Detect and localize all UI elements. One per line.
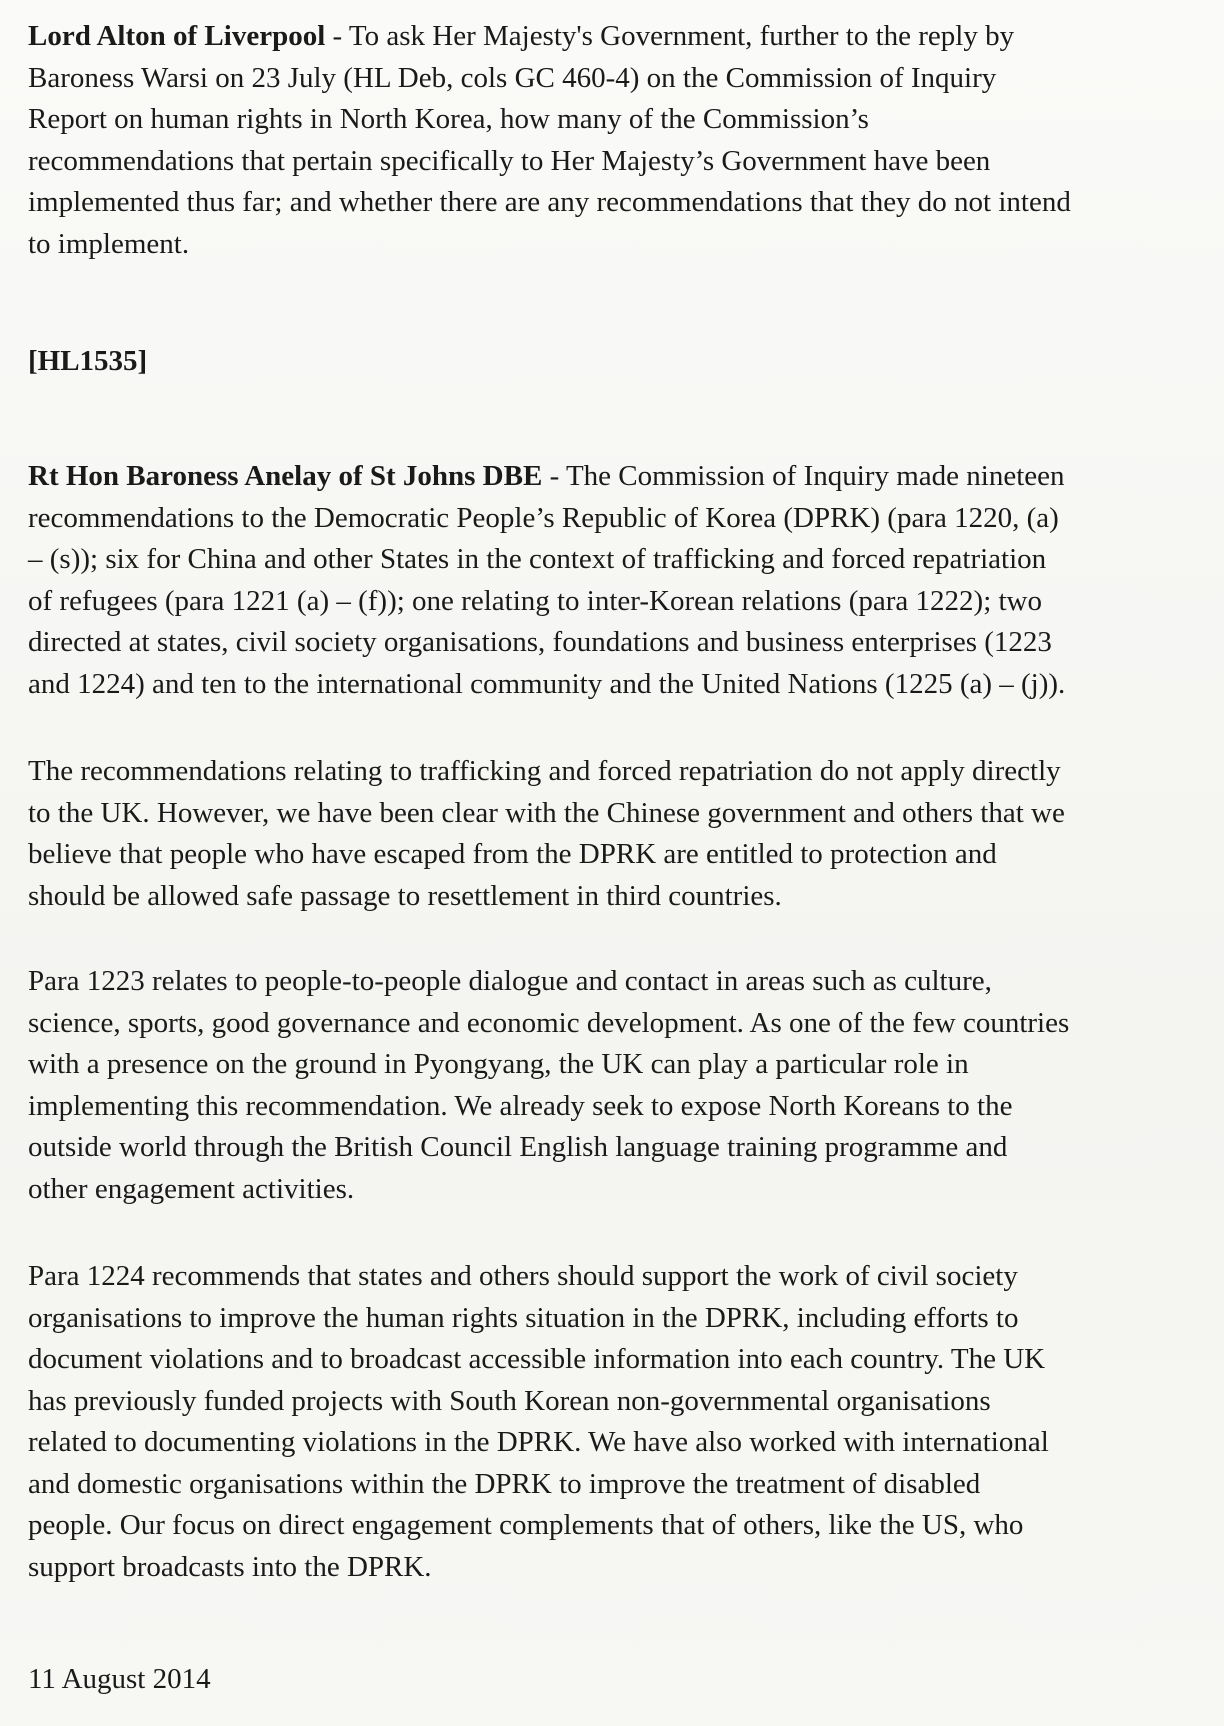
question-line [28,16,1218,58]
question-reference [28,341,1218,383]
question-separator: - [325,20,349,52]
question-line: implemented thus far; and whether there are any recommendations that they do not intend [28,186,1071,218]
question-speaker: Lord Alton of Liverpool [28,20,326,52]
answer-paragraph-1 [28,456,1218,705]
question-line: Report on human rights in North Korea, how many of the Commission’s [28,103,869,135]
answer-line: other engagement activities. [28,1172,355,1205]
answer-paragraph-3 [28,961,1218,1210]
question-paragraph [28,16,1218,265]
answer-line: science, sports, good governance and economic development. As one of the few countries [28,1006,1070,1039]
answer-line: organisations to improve the human rights situation in the DPRK, including efforts to [28,1301,1019,1334]
answer-line: The recommendations relating to trafficking and forced repatriation do not apply directly [28,755,1061,787]
question-line: Baroness Warsi on 23 July (HL Deb, cols GC 460-4) on the Commission of Inquiry [28,61,997,94]
answer-line: – (s)); six for China and other States in the context of trafficking and forced repatriation [28,543,1047,575]
answer-line: has previously funded projects with South Korean non-governmental organisations [28,1384,991,1417]
answer-line: believe that people who have escaped from the DPRK are entitled to protection and [28,838,997,870]
question-text: To ask Her Majesty's Government, further to the reply by [348,20,1015,52]
answer-line: outside world through the British Council English language training programme and [28,1131,1008,1163]
answer-line: document violations and to broadcast accessible information into each country. The UK [28,1343,1046,1375]
answer-line: with a presence on the ground in Pyongyang, the UK can play a particular role in [28,1048,969,1080]
answer-line: implementing this recommendation. We already seek to expose North Koreans to the [28,1089,1013,1122]
answer-line: support broadcasts into the DPRK. [28,1550,432,1583]
answer-paragraph-2 [28,751,1218,917]
answer-line: of refugees (para 1221 (a) – (f)); one relating to inter-Korean relations (para 1222); two [28,584,1042,617]
answer-line: Para 1224 recommends that states and others should support the work of civil society [28,1260,1018,1292]
answer-text: The Commission of Inquiry made nineteen [565,460,1065,492]
answer-line: and 1224) and ten to the international community and the United Nations (1225 (a) – (j)). [28,667,1066,700]
question-line: to implement. [28,227,190,260]
document-date [28,1659,1218,1701]
answer-line: and domestic organisations within the DPRK to improve the treatment of disabled [28,1467,981,1500]
answer-line: related to documenting violations in the DPRK. We have also worked with international [28,1426,1049,1458]
answer-line: directed at states, civil society organisations, foundations and business enterprises (1223 [28,626,1052,658]
answer-line: Para 1223 relates to people-to-people dialogue and contact in areas such as culture, [28,965,992,997]
answer-line: to the UK. However, we have been clear with the Chinese government and others that we [28,796,1065,829]
date-text: 11 August 2014 [28,1663,211,1695]
question-line: recommendations that pertain specifically to Her Majesty’s Government have been [28,144,991,177]
reference-number: [HL1535] [28,345,148,377]
answer-line [28,456,1218,498]
answer-line: people. Our focus on direct engagement complements that of others, like the US, who [28,1509,1024,1541]
answer-separator: - [542,460,566,492]
answer-paragraph-4 [28,1256,1218,1588]
answer-speaker: Rt Hon Baroness Anelay of St Johns DBE [28,460,543,492]
answer-line: recommendations to the Democratic People’s Republic of Korea (DPRK) (para 1220, (a) [28,501,1059,534]
answer-line: should be allowed safe passage to resettlement in third countries. [28,879,782,912]
